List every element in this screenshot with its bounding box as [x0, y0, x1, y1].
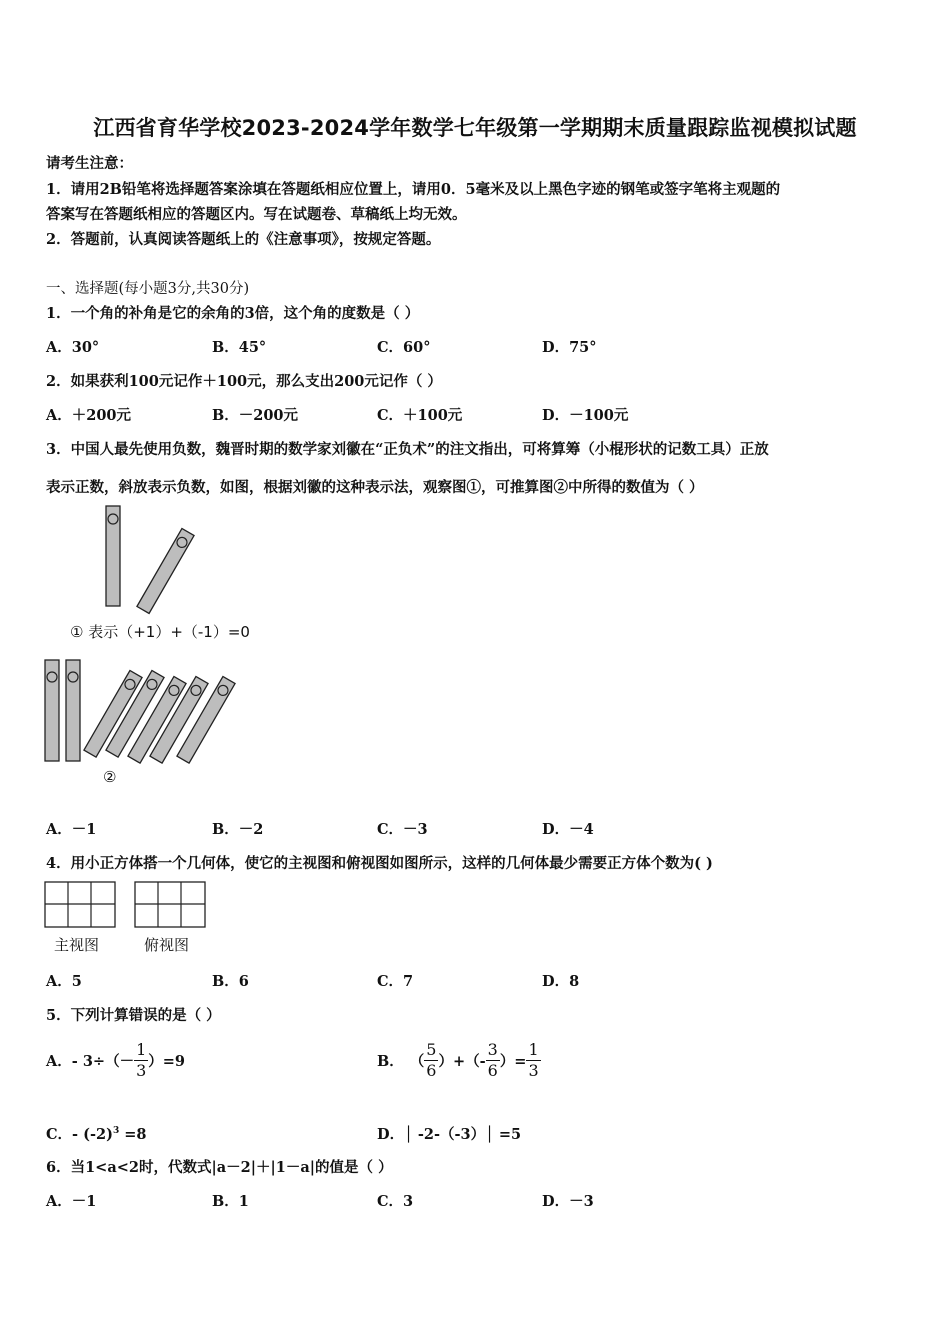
q4-option-d[interactable]: D．8 [542, 973, 580, 990]
q5-option-b[interactable] [377, 1040, 541, 1081]
upright-rod [106, 506, 120, 606]
q5-b-eq: ）= [499, 1053, 527, 1070]
q5-b-open: （ [409, 1053, 425, 1070]
q4-option-b[interactable]: B．6 [212, 973, 249, 990]
top-view-caption: 俯视图 [144, 936, 190, 954]
counting-rods-figure-1 [60, 500, 280, 622]
q6-option-d[interactable]: D．－3 [542, 1193, 594, 1210]
q5-option-c[interactable] [46, 1123, 147, 1144]
q1-option-d[interactable]: D．75° [542, 339, 597, 356]
notice-line-1b: 答案写在答题纸相应的答题区内。写在试题卷、草稿纸上均无效。 [46, 206, 467, 223]
upright-rod [66, 660, 80, 761]
q5-a-fraction [134, 1040, 148, 1081]
q2-option-d[interactable]: D．－100元 [542, 407, 629, 424]
exam-title: 江西省育华学校2023-2024学年数学七年级第一学期期末质量跟踪监视模拟试题 [93, 116, 857, 140]
q6-option-a[interactable]: A．－1 [46, 1193, 97, 1210]
q3-option-c[interactable]: C．－3 [377, 821, 428, 838]
q5-d-expr: │ -2-（-3）│ =5 [404, 1126, 522, 1143]
q3-stem-line-1: 3．中国人最先使用负数，魏晋时期的数学家刘徽在“正负术”的注文指出，可将算筹（小棍形状的记数工具）正放 [46, 441, 769, 458]
q5-c-exponent: 3 [112, 1126, 120, 1137]
q3-option-a[interactable]: A．－1 [46, 821, 97, 838]
q3-option-b[interactable]: B．－2 [212, 821, 264, 838]
section-heading: 一、选择题(每小题3分,共30分) [46, 281, 250, 297]
notice-line-1a: 1．请用2B铅笔将选择题答案涂填在答题纸相应位置上，请用0．5毫米及以上黑色字迹的钢笔或签字笔将主观题的 [46, 181, 781, 198]
q5-b-denominator-2: 6 [487, 1061, 498, 1080]
upright-rod [45, 660, 59, 761]
front-view-caption: 主视图 [54, 936, 100, 954]
q2-option-c[interactable]: C．＋100元 [377, 407, 463, 424]
q1-option-b[interactable]: B．45° [212, 339, 267, 356]
q5-b-label: B． [377, 1053, 404, 1070]
q5-b-fraction-2 [486, 1040, 500, 1081]
q4-stem: 4．用小正方体搭一个几何体，使它的主视图和俯视图如图所示，这样的几何体最少需要正方体个数为( ) [46, 855, 713, 872]
q5-b-mid: ）+（- [438, 1053, 486, 1070]
q5-a-pre: - 3÷（－ [71, 1053, 135, 1070]
q5-b-numerator-3: 1 [528, 1040, 539, 1059]
q5-d-label: D． [377, 1126, 405, 1143]
q5-stem: 5．下列计算错误的是（ ） [46, 1007, 221, 1024]
q3-stem-line-2: 表示正数，斜放表示负数，如图，根据刘徽的这种表示法，观察图①，可推算图②中所得的数值为（ ） [46, 479, 704, 496]
q5-b-fraction-3 [526, 1040, 540, 1081]
q4-option-c[interactable]: C．7 [377, 973, 414, 990]
slanted-rod [137, 529, 194, 614]
q5-c-post: =8 [119, 1126, 147, 1143]
q5-a-numerator: 1 [136, 1040, 147, 1059]
q5-a-post: ）=9 [148, 1053, 186, 1070]
q5-b-numerator-1: 5 [426, 1040, 437, 1059]
q5-b-denominator-1: 6 [426, 1061, 437, 1080]
q5-option-a[interactable] [46, 1040, 185, 1081]
q4-option-a[interactable]: A．5 [46, 973, 82, 990]
notice-heading: 请考生注意： [46, 155, 133, 172]
q1-stem: 1．一个角的补角是它的余角的3倍，这个角的度数是（ ） [46, 305, 420, 322]
q5-b-denominator-3: 3 [528, 1061, 539, 1080]
top-view-grid [134, 881, 208, 929]
q1-option-a[interactable]: A．30° [46, 339, 100, 356]
q3-option-d[interactable]: D．－4 [542, 821, 594, 838]
notice-line-2: 2．答题前，认真阅读答题纸上的《注意事项》，按规定答题。 [46, 231, 441, 248]
q1-option-c[interactable]: C．60° [377, 339, 431, 356]
figure-1-caption: ① 表示（+1）+（-1）=0 [70, 623, 250, 641]
q6-option-c[interactable]: C．3 [377, 1193, 414, 1210]
q5-b-numerator-2: 3 [487, 1040, 498, 1059]
q5-option-d[interactable] [377, 1123, 521, 1144]
q2-stem: 2．如果获利100元记作＋100元，那么支出200元记作（ ） [46, 373, 442, 390]
q6-stem: 6．当1<a<2时，代数式|a－2|＋|1－a|的值是（ ） [46, 1159, 393, 1176]
q6-option-b[interactable]: B．1 [212, 1193, 249, 1210]
front-view-grid [44, 881, 118, 929]
q5-c-label: C． [46, 1126, 73, 1143]
q5-c-pre: - (-2) [72, 1126, 113, 1143]
q2-option-b[interactable]: B．－200元 [212, 407, 299, 424]
q2-option-a[interactable]: A．＋200元 [46, 407, 132, 424]
counting-rods-figure-2 [40, 652, 260, 772]
q5-a-label: A． [46, 1053, 72, 1070]
q5-b-fraction-1 [424, 1040, 438, 1081]
q5-a-denominator: 3 [136, 1061, 147, 1080]
figure-2-caption: ② [103, 768, 117, 786]
